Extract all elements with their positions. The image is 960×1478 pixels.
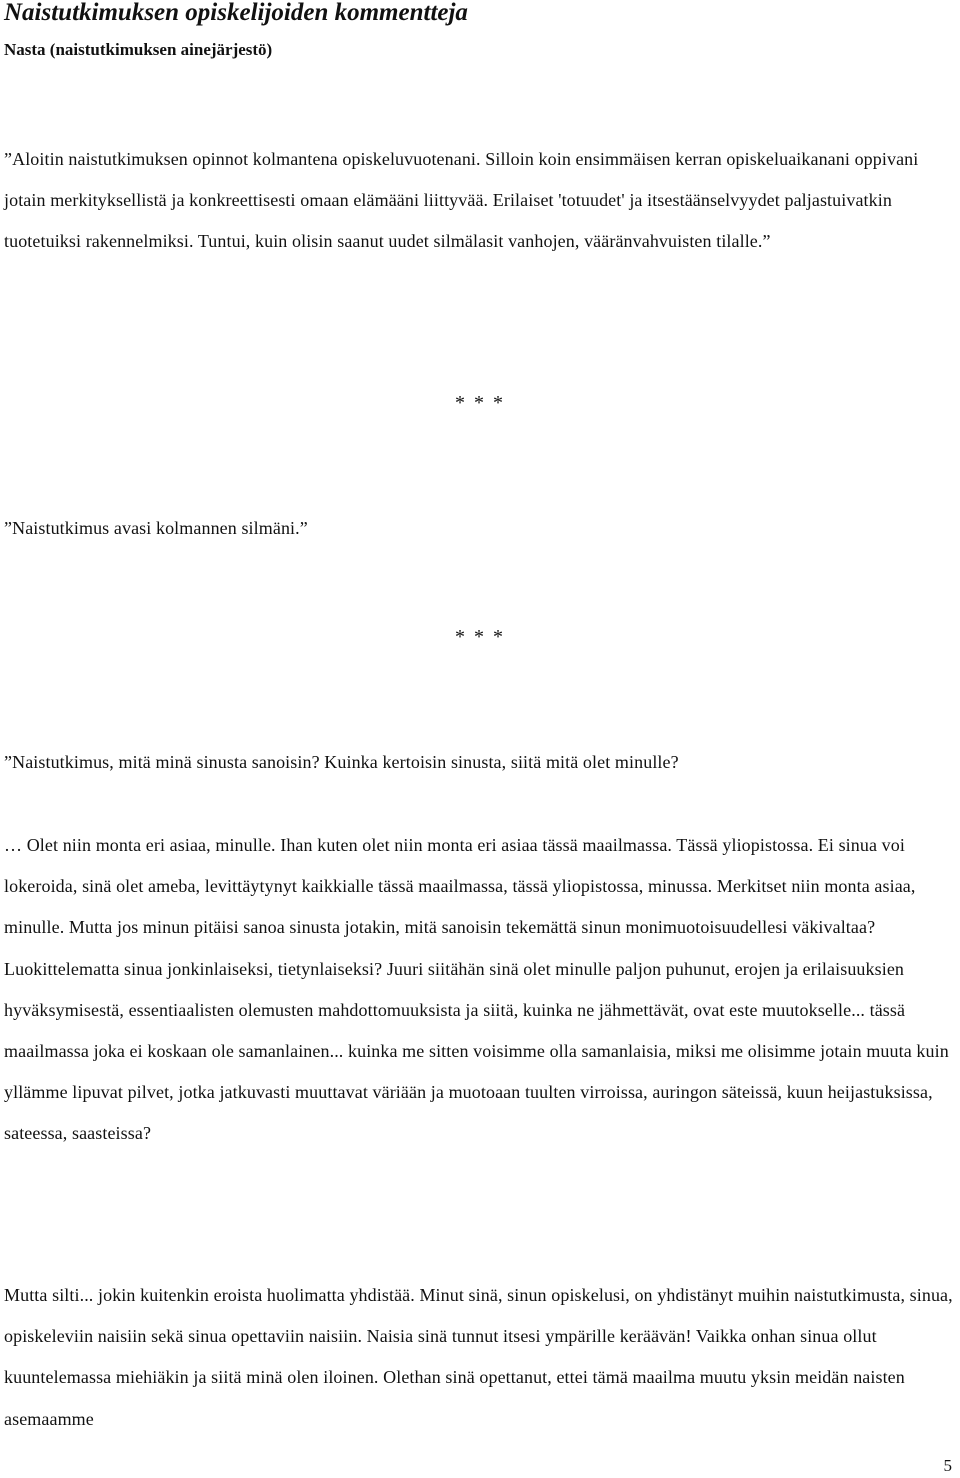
quote-paragraph-1: ”Aloitin naistutkimuksen opinnot kolmantena opiskeluvuotenani. Silloin koin ensimmäisen kerran opiskeluaikanani oppivani jotain merkityksellistä ja konkreettisesti omaan elämääni liittyvää. Erilaiset 'totuudet' ja itsestäänselvyydet paljastuivatkin tuotetuiksi rakennelmiksi. Tuntui, kuin olisin saanut uudet silmälasit vanhojen, vääränvahvuisten tilalle.” [4,149,919,252]
quote-paragraph-4: … Olet niin monta eri asiaa, minulle. Ihan kuten olet niin monta eri asiaa tässä maailmassa. Tässä yliopistossa. Ei sinua voi lokeroida, sinä olet ameba, levittäytynyt kaikkialle tässä maailmassa, tässä yliopistossa, minussa. Merkitset niin monta asiaa, minulle. Mutta jos minun pitäisi sanoa sinusta jotakin, mitä sanoisin tekemättä sinun monimuotoisuudellesi väkivaltaa? Luokittelematta sinua jonkinlaiseksi, tietynlaiseksi? Juuri siitähän sinä olet minulle paljon puhunut, erojen ja erilaisuuksien hyväksymisestä, essentiaalisten olemusten mahdottomuuksista ja siitä, kuinka ne jähmettävät, ovat este muutokselle... tässä maailmassa joka ei koskaan ole samanlainen... kuinka me sitten voisimme olla samanlaisia, miksi me olisimme jotain muuta kuin yllämme lipuvat pilvet, jotka jatkuvasti muuttavat väriään ja muotoaan tuulten virroissa, auringon säteissä, kuun heijastuksissa, sateessa, saasteissa? [4,835,949,1144]
page-number: 5 [943,1456,952,1475]
document-title: Naistutkimuksen opiskelijoiden kommentteja [4,0,468,26]
document-subtitle: Nasta (naistutkimuksen ainejärjestö) [4,40,273,59]
quote-paragraph-2: ”Naistutkimus avasi kolmannen silmäni.” [4,518,308,538]
section-separator-1: * * * [455,392,505,414]
section-separator-2: * * * [455,626,505,648]
quote-paragraph-5: Mutta silti... jokin kuitenkin eroista huolimatta yhdistää. Minut sinä, sinun opiskelusi, on yhdistänyt muihin naistutkimusta, sinua, opiskeleviin naisiin sekä sinua opettaviin naisiin. Naisia sinä tunnut itsesi ympärille keräävän! Vaikka onhan sinua ollut kuuntelemassa miehiäkin ja siitä minä olen iloinen. Olethan sinä opettanut, ettei tämä maailma muutu yksin meidän naisten asemaamme [4,1285,953,1429]
quote-paragraph-3: ”Naistutkimus, mitä minä sinusta sanoisin? Kuinka kertoisin sinusta, siitä mitä olet minulle? [4,752,679,772]
